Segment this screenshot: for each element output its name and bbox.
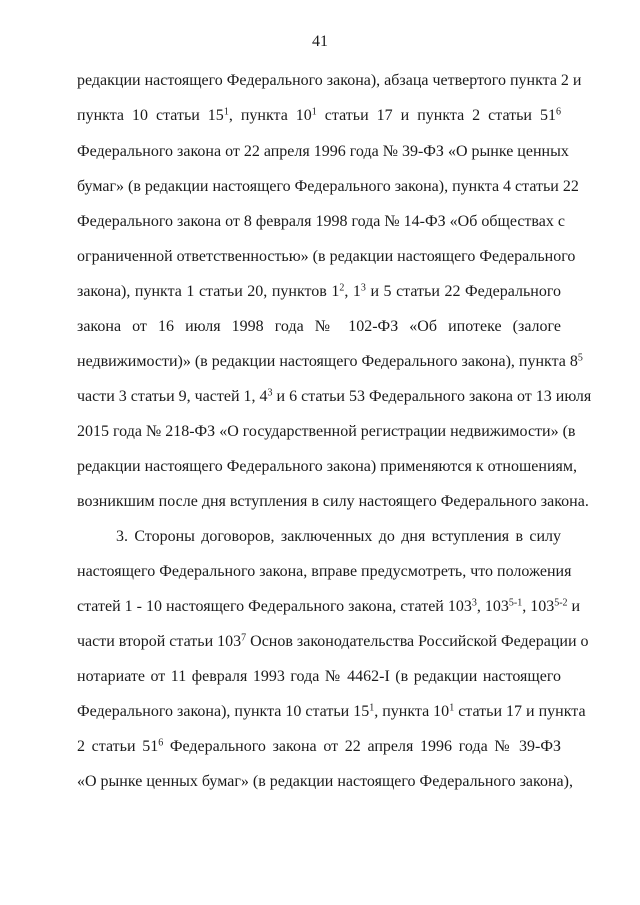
text-line: бумаг» (в редакции настоящего Федерального закона), пункта 4 статьи 22 bbox=[77, 178, 579, 195]
text-line: части 3 статьи 9, частей 1, $4^3$ и 6 статьи 53 Федерального закона от 13 июля bbox=[77, 387, 592, 405]
text-line: Федерального закона от 22 апреля 1996 года № 39-ФЗ «О рынке ценных bbox=[77, 143, 569, 160]
text-line: «О рынке ценных бумаг» (в редакции настоящего Федерального закона), bbox=[77, 773, 573, 790]
text-line: 2015 года № 218-ФЗ «О государственной регистрации недвижимости» (в bbox=[77, 423, 576, 440]
text-line: нотариате от 11 февраля 1993 года № 4462-I (в редакции настоящего bbox=[77, 668, 561, 685]
text-line: закона), пункта 1 статьи 20, пунктов $1^2$, $1^3$ и 5 статьи 22 Федерального bbox=[77, 282, 561, 300]
page-number: 41 bbox=[312, 33, 328, 50]
text-line: редакции настоящего Федерального закона), абзаца четвертого пункта 2 и bbox=[77, 72, 582, 89]
text-line: Федерального закона от 8 февраля 1998 года № 14-ФЗ «Об обществах с bbox=[77, 213, 565, 230]
text-line: части второй статьи $103^7$ Основ законодательства Российской Федерации о bbox=[77, 632, 589, 650]
text-line: ограниченной ответственностью» (в редакции настоящего Федерального bbox=[77, 248, 576, 265]
text-line: настоящего Федерального закона, вправе предусмотреть, что положения bbox=[77, 563, 572, 580]
text-line: Федерального закона), пункта 10 статьи $15^1$, пункта $10^1$ статьи 17 и пункта bbox=[77, 702, 586, 720]
text-line: статей 1 - 10 настоящего Федерального закона, статей $103^3$, 103$^{5-1}$, 103$^{5-2}$ и bbox=[77, 597, 581, 615]
text-line: закона от 16 июля 1998 года № 102-ФЗ «Об ипотеке (залоге bbox=[77, 318, 561, 335]
text-line: возникшим после дня вступления в силу настоящего Федерального закона. bbox=[77, 493, 589, 510]
text-line: пункта 10 статьи $15^1$, пункта $10^1$ статьи 17 и пункта 2 статьи $51^6$ bbox=[77, 106, 561, 124]
text-line: 2 статьи $51^6$ Федерального закона от 22 апреля 1996 года № 39-ФЗ bbox=[77, 737, 561, 755]
text-line: редакции настоящего Федерального закона) применяются к отношениям, bbox=[77, 458, 577, 475]
text-line: 3. Стороны договоров, заключенных до дня вступления в силу bbox=[116, 528, 561, 545]
text-line: недвижимости)» (в редакции настоящего Федерального закона), пункта $8^5$ bbox=[77, 352, 583, 370]
